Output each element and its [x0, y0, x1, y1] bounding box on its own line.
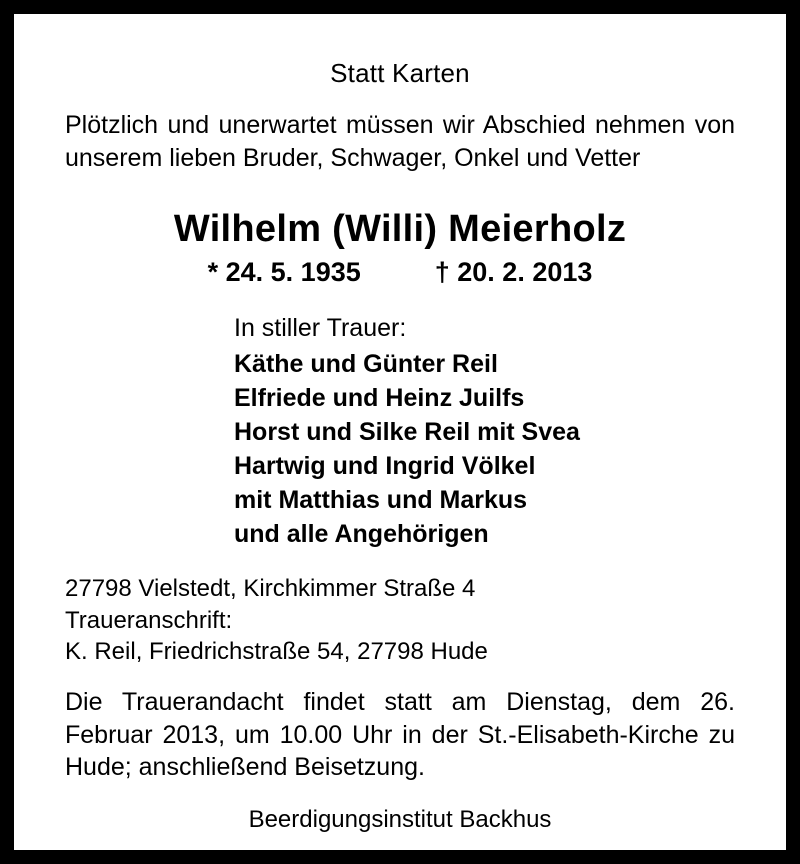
mourner-line: Käthe und Günter Reil [234, 350, 498, 378]
address-block [62, 573, 738, 668]
mourner-line: mit Matthias und Markus [234, 486, 528, 514]
address-label-correspondence: Traueranschrift: [65, 606, 233, 634]
mourner-line: Horst und Silke Reil mit Svea [234, 418, 580, 446]
mourner-line: Hartwig und Ingrid Völkel [234, 452, 536, 480]
deceased-name: Wilhelm (Willi) Meierholz [173, 208, 627, 250]
intro-text: Plötzlich und unerwartet müssen wir Abschied nehmen von unserem lieben Bruder, Schwager, Onkel und Vetter [65, 111, 735, 172]
statt-karten-heading: Statt Karten [330, 58, 470, 88]
mourner-line: Elfriede und Heinz Juilfs [234, 384, 525, 412]
address-line-home: 27798 Vielstedt, Kirchkimmer Straße 4 [65, 575, 476, 602]
service-details: Die Trauerandacht findet statt am Dienstag, dem 26. Februar 2013, um 10.00 Uhr in der St.-Elisabeth-Kirche zu Hude; anschließend Beisetzung. [65, 688, 735, 782]
life-dates [62, 257, 738, 288]
mourners-list [62, 347, 738, 551]
birth-date: * 24. 5. 1935 [207, 257, 361, 287]
death-date: † 20. 2. 2013 [434, 257, 593, 287]
mourning-lead: In stiller Trauer: [234, 314, 407, 342]
funeral-home: Beerdigungsinstitut Backhus [248, 805, 552, 833]
address-line-correspondence: K. Reil, Friedrichstraße 54, 27798 Hude [65, 638, 488, 666]
mourner-line: und alle Angehörigen [234, 520, 489, 548]
